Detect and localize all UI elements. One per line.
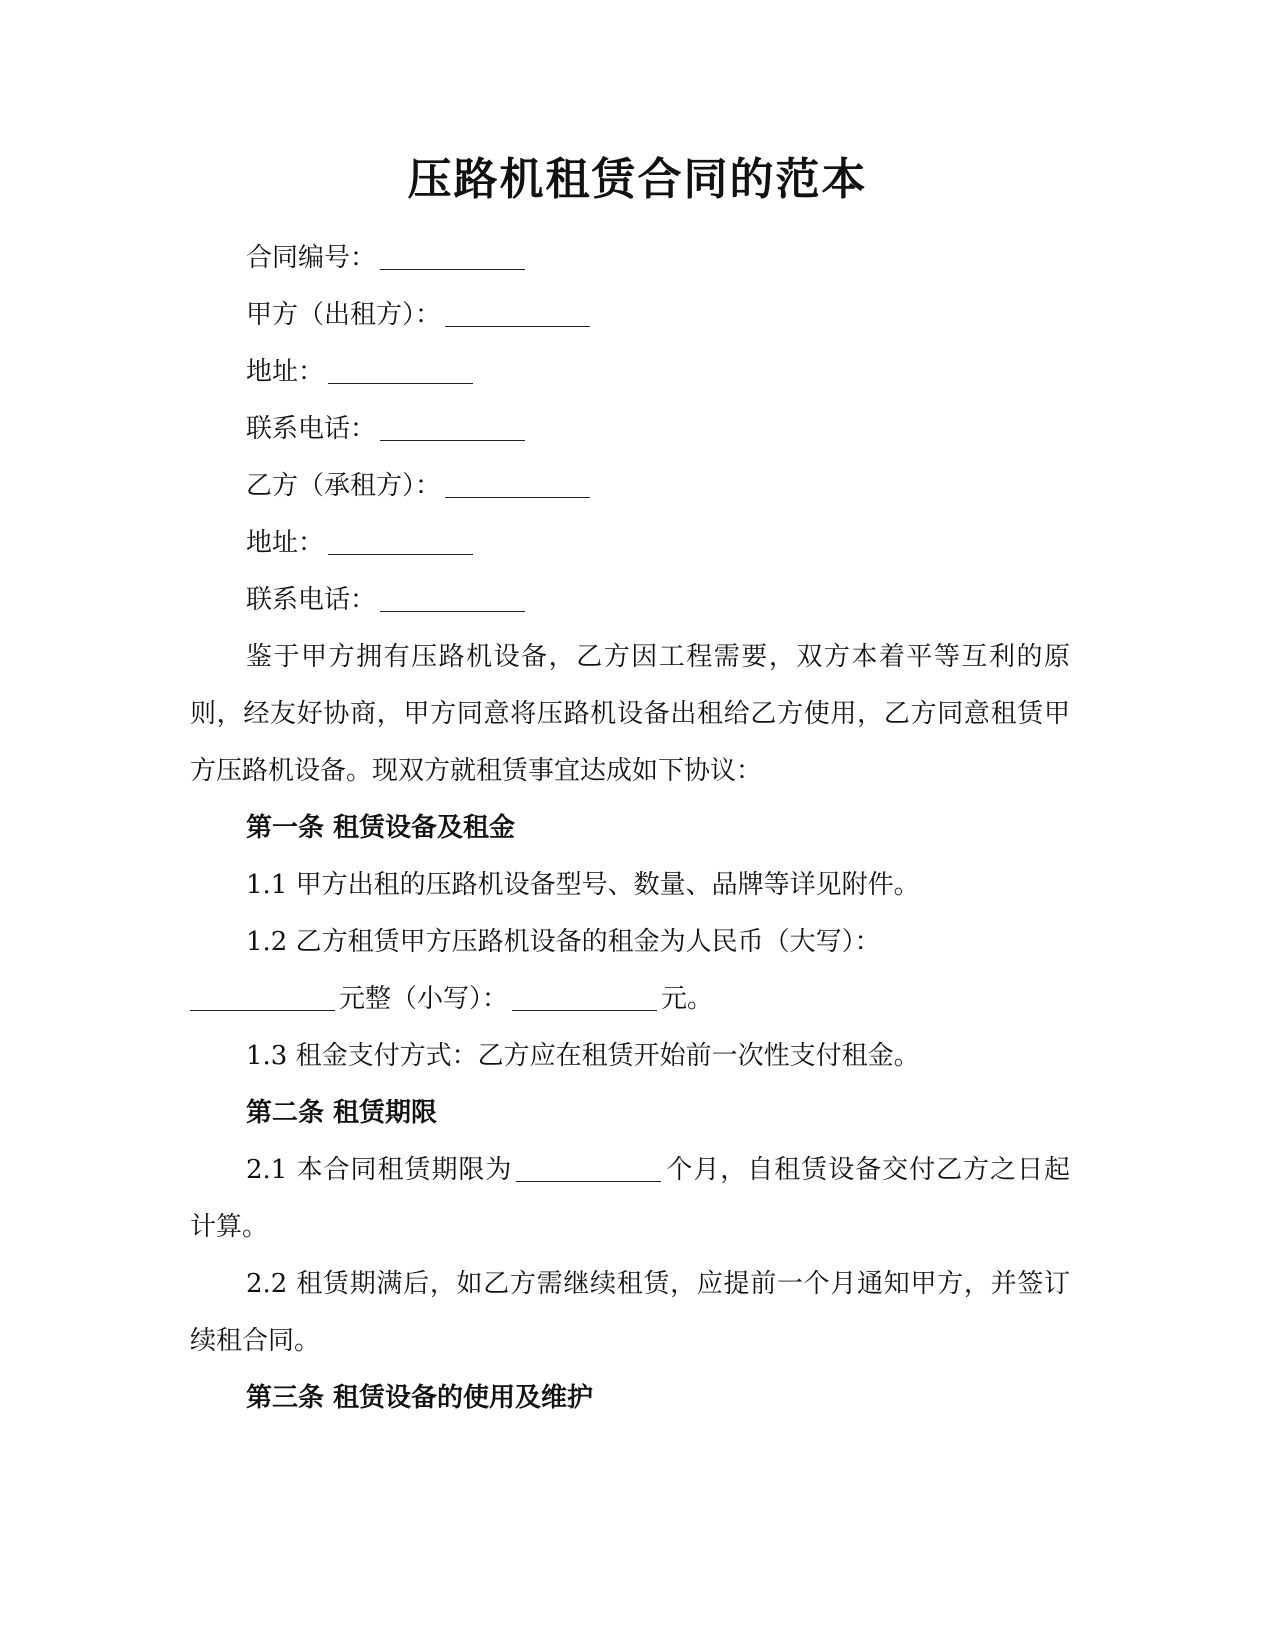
contract-number-line [190, 230, 1070, 287]
lease-months-blank [516, 1180, 661, 1182]
article-1-heading: 第一条 租赁设备及租金 [246, 813, 516, 843]
document-body [190, 230, 1070, 1427]
party-a-address-line [190, 344, 1070, 401]
party-a-phone-blank [380, 439, 525, 441]
contract-number-label: 合同编号： [246, 243, 377, 273]
party-a-blank [445, 325, 590, 327]
party-b-phone-line [190, 572, 1070, 629]
rent-unit: 元。 [661, 984, 714, 1014]
rent-lowercase-blank [512, 1009, 657, 1011]
party-b-line [190, 458, 1070, 515]
party-b-address-line [190, 515, 1070, 572]
party-a-phone-line [190, 401, 1070, 458]
rent-uppercase-blank [190, 1009, 335, 1011]
document-title: 压路机租赁合同的范本 [407, 154, 868, 205]
party-a-line [190, 287, 1070, 344]
party-b-address-blank [328, 553, 473, 555]
clause-1-2-line-2 [190, 971, 1070, 1028]
party-a-label: 甲方（出租方）： [246, 300, 442, 330]
contract-number-blank [380, 268, 525, 270]
party-b-phone-label: 联系电话： [246, 585, 377, 615]
clause-2-1-part-a: 2.1 本合同租赁期限为 [246, 1155, 513, 1185]
party-a-address-blank [328, 382, 473, 384]
article-2-heading: 第二条 租赁期限 [246, 1098, 438, 1128]
party-b-blank [445, 496, 590, 498]
clause-1-2-line-1: 1.2 乙方租赁甲方压路机设备的租金为人民币（大写）： [246, 927, 881, 957]
rent-lowercase-label: 元整（小写）： [339, 984, 509, 1014]
clause-2-1 [190, 1142, 1070, 1256]
party-a-address-label: 地址： [246, 357, 325, 387]
party-b-phone-blank [380, 610, 525, 612]
party-b-label: 乙方（承租方）： [246, 471, 442, 501]
clause-2-1-part-b: 个月，自租赁设备交付乙方之日起计算。 [190, 1155, 1070, 1242]
party-b-address-label: 地址： [246, 528, 325, 558]
party-a-phone-label: 联系电话： [246, 414, 377, 444]
article-3-heading: 第三条 租赁设备的使用及维护 [246, 1383, 594, 1413]
clause-1-3: 1.3 租金支付方式：乙方应在租赁开始前一次性支付租金。 [246, 1041, 920, 1071]
clause-1-1: 1.1 甲方出租的压路机设备型号、数量、品牌等详见附件。 [246, 870, 920, 900]
intro-paragraph: 鉴于甲方拥有压路机设备，乙方因工程需要，双方本着平等互利的原则，经友好协商，甲方同意将压路机设备出租给乙方使用，乙方同意租赁甲方压路机设备。现双方就租赁事宜达成如下协议： [190, 642, 1070, 786]
clause-2-2: 2.2 租赁期满后，如乙方需继续租赁，应提前一个月通知甲方，并签订续租合同。 [190, 1269, 1070, 1356]
